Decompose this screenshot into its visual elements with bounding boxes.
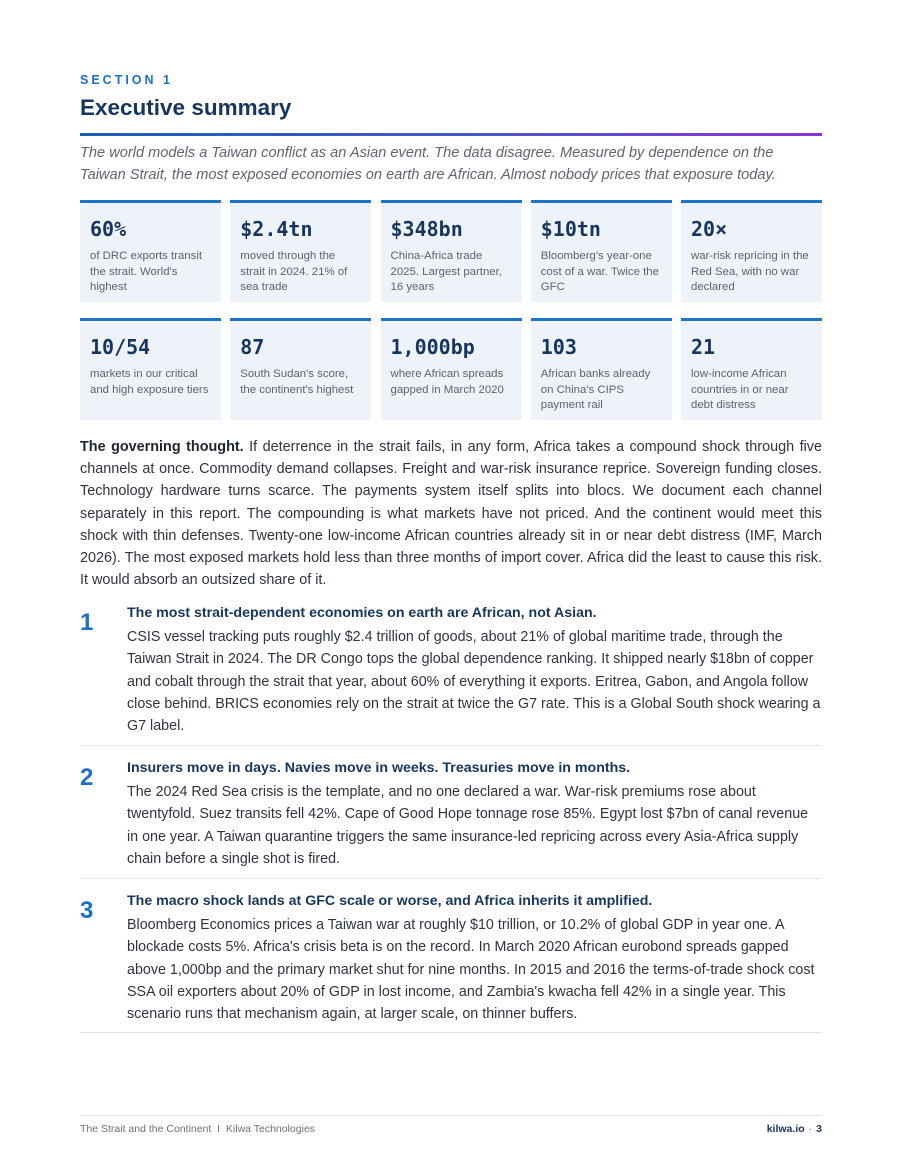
- footer-divider: [80, 1115, 822, 1116]
- stat-description: war-risk repricing in the Red Sea, with no war declared: [691, 250, 809, 294]
- governing-thought-paragraph: [80, 436, 822, 591]
- stat-card: [681, 318, 822, 420]
- stat-card: [381, 200, 522, 302]
- footer-page-number: 3: [816, 1123, 822, 1135]
- governing-thought-lead-in: The governing thought.: [80, 439, 244, 455]
- stat-value: 10/54: [90, 335, 151, 359]
- stat-value: 21: [691, 335, 716, 359]
- stat-value: $2.4tn: [240, 217, 313, 241]
- finding-heading: The most strait-dependent economies on earth are African, not Asian.: [127, 605, 597, 621]
- finding-item: [80, 891, 822, 1033]
- stat-description: South Sudan's score, the continent's highest: [240, 368, 354, 396]
- finding-number: 3: [80, 897, 94, 924]
- finding-number: 1: [80, 609, 94, 636]
- lead-paragraph: The world models a Taiwan conflict as an Asian event. The data disagree. Measured by dependence on the Taiwan Strait, the most exposed economies on earth are African. Almost nobody prices that exposure today.: [80, 145, 776, 183]
- stat-value: $10tn: [540, 217, 601, 241]
- stat-card: [681, 200, 822, 302]
- stat-card: [531, 318, 672, 420]
- stat-card: [230, 318, 371, 420]
- stat-description: China-Africa trade 2025. Largest partner, 16 years: [390, 250, 502, 294]
- finding-item: [80, 603, 822, 746]
- stat-description: African banks already on China's CIPS payment rail: [540, 368, 651, 412]
- section-label: SECTION 1: [80, 73, 173, 87]
- stat-value: 87: [240, 335, 265, 359]
- stat-card: [381, 318, 522, 420]
- finding-body: CSIS vessel tracking puts roughly $2.4 trillion of goods, about 21% of global maritime trade, through the Taiwan Strait in 2024. The DR Congo tops the global dependence ranking. It shipped nearly $18bn of copper and cobalt through the strait that year, about 60% of everything it exports. Eritrea, Gabon, and Angola follow close behind. BRICS economies rely on the strait at twice the G7 rate. This is a Global South shock wearing a G7 label.: [127, 629, 821, 735]
- stat-card: [80, 200, 221, 302]
- stats-row-1: [80, 200, 822, 302]
- finding-body: Bloomberg Economics prices a Taiwan war at roughly $10 trillion, or 10.2% of global GDP in year one. A blockade costs 5%. Africa's crisis beta is on the record. In March 2020 African eurobond spreads gapped above 1,000bp and the primary market shut for nine months. In 2015 and 2016 the terms-of-trade shock cost SSA oil exporters about 20% of GDP in lost income, and Zambia's kwacha fell 42% in a single year. This scenario runs that mechanism again, at larger scale, on thinner buffers.: [127, 917, 815, 1023]
- title-divider: [80, 133, 822, 136]
- finding-item: [80, 758, 822, 879]
- stat-card: [80, 318, 221, 420]
- stat-description: moved through the strait in 2024. 21% of sea trade: [240, 250, 348, 294]
- stat-card: [230, 200, 371, 302]
- stat-description: where African spreads gapped in March 2020: [390, 368, 504, 396]
- stats-row-2: [80, 318, 822, 420]
- stat-description: markets in our critical and high exposure tiers: [90, 368, 209, 396]
- stat-description: Bloomberg's year-one cost of a war. Twice the GFC: [540, 250, 659, 294]
- stat-value: $348bn: [390, 217, 463, 241]
- footer-site-link[interactable]: kilwa.io: [766, 1123, 805, 1135]
- stat-value: 20×: [691, 217, 728, 241]
- finding-body: The 2024 Red Sea crisis is the template, and no one declared a war. War-risk premiums rose about twentyfold. Suez transits fell 42%. Cape of Good Hope tonnage rose 85%. Egypt lost $7bn of canal revenue in one year. A Taiwan quarantine triggers the same insurance-led repricing across every Asia-Africa supply chain before a single shot is fired.: [127, 784, 809, 867]
- finding-number: 2: [80, 764, 94, 791]
- finding-heading: The macro shock lands at GFC scale or worse, and Africa inherits it amplified.: [127, 893, 653, 909]
- page-title: Executive summary: [80, 95, 292, 120]
- stat-description: of DRC exports transit the strait. World's highest: [90, 250, 203, 294]
- footer-page-info: [767, 1123, 822, 1135]
- governing-thought-text: If deterrence in the strait fails, in any form, Africa takes a compound shock through five channels at once. Commodity demand collapses. Freight and war-risk insurance reprice. Sovereign funding closes. Technology hardware turns scarce. The payments system itself splits into blocs. We document each channel separately in this report. The compounding is what markets have not priced. And the continent would meet this shock with thin defenses. Twenty-one low-income African countries already sit in or near debt distress (IMF, March 2026). The most exposed markets hold less than three months of import cover. Africa did the least to cause this risk. It would absorb an outsized share of it.: [80, 439, 822, 589]
- finding-heading: Insurers move in days. Navies move in weeks. Treasuries move in months.: [127, 760, 631, 776]
- stat-card: [531, 200, 672, 302]
- stat-description: low-income African countries in or near debt distress: [691, 368, 789, 412]
- stat-value: 103: [540, 335, 577, 359]
- stat-value: 1,000bp: [390, 335, 475, 359]
- footer-report-title: The Strait and the Continent I Kilwa Technologies: [80, 1123, 316, 1135]
- footer-separator: ·: [808, 1123, 813, 1135]
- stat-value: 60%: [90, 217, 127, 241]
